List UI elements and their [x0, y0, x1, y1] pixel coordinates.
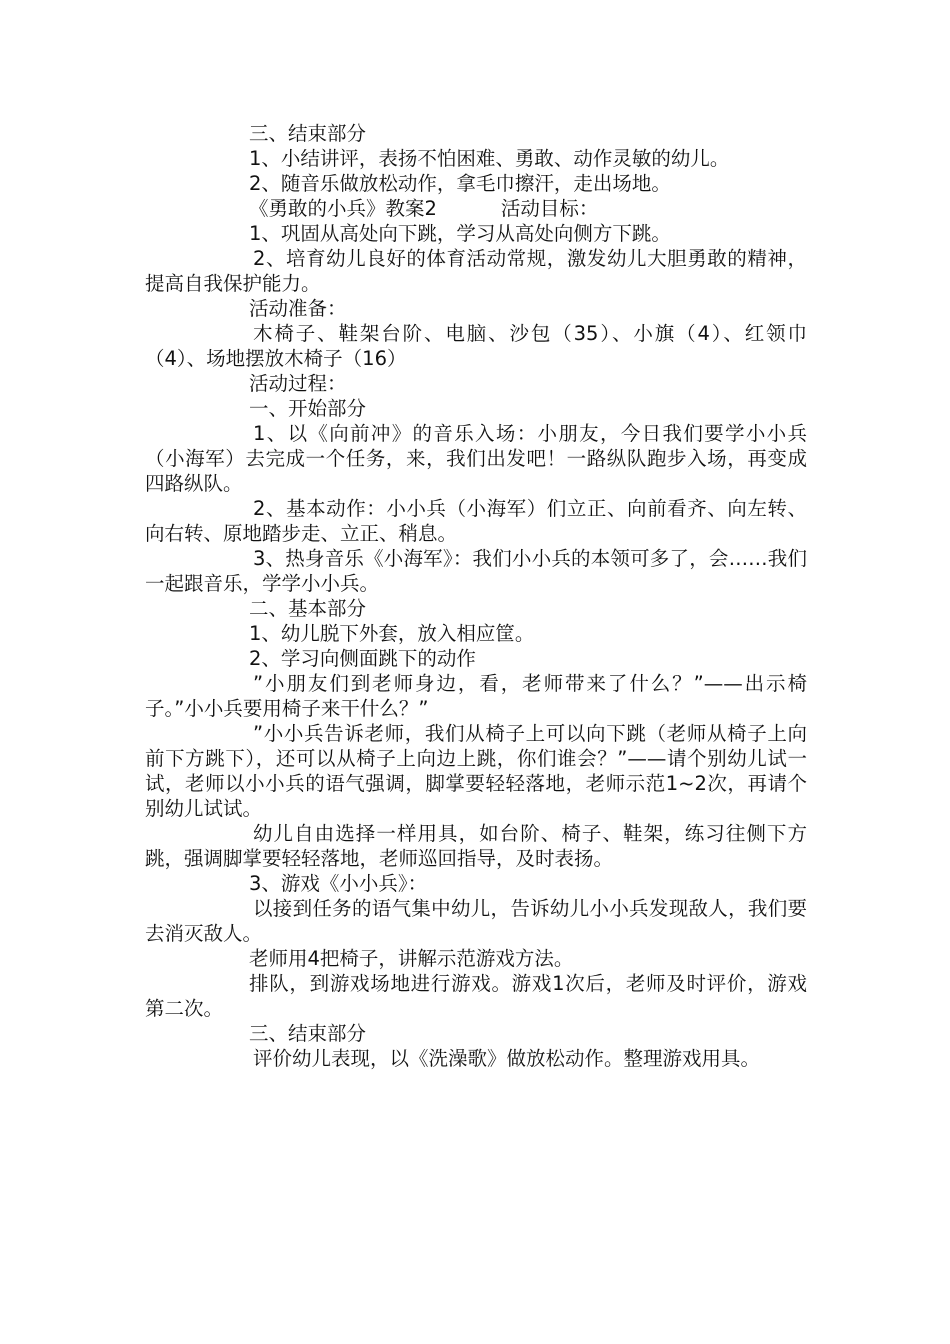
paragraph: 1、以《向前冲》的音乐入场：小朋友，今日我们要学小小兵（小海军）去完成一个任务，来，我们出发吧！一路纵队跑步入场，再变成四路纵队。 [145, 422, 807, 495]
paragraph: ”小小兵告诉老师，我们从椅子上可以向下跳（老师从椅子上向前下方跳下），还可以从椅子上向边上跳，你们谁会？”——请个别幼儿试一试，老师以小小兵的语气强调，脚掌要轻轻落地，老师示范1~2次，再请个别幼儿试试。 [145, 722, 807, 820]
section-heading: 3、游戏《小小兵》： [249, 872, 428, 895]
paragraph: 老师用4把椅子，讲解示范游戏方法。 [249, 947, 574, 970]
section-heading: 一、开始部分 [249, 397, 367, 420]
paragraph: 1、小结讲评，表扬不怕困难、勇敢、动作灵敏的幼儿。 [249, 147, 730, 170]
section-heading: 三、结束部分 [249, 1022, 367, 1045]
paragraph: 幼儿自由选择一样用具，如台阶、椅子、鞋架，练习往侧下方跳，强调脚掌要轻轻落地，老师巡回指导，及时表扬。 [145, 822, 807, 870]
lesson-title-line [145, 196, 807, 221]
paragraph: 以接到任务的语气集中幼儿，告诉幼儿小小兵发现敌人，我们要去消灭敌人。 [145, 897, 807, 945]
paragraph: 2、培育幼儿良好的体育活动常规，激发幼儿大胆勇敢的精神，提高自我保护能力。 [145, 247, 807, 295]
section-heading: 活动过程： [249, 372, 347, 395]
paragraph: 2、随音乐做放松动作，拿毛巾擦汗，走出场地。 [249, 172, 671, 195]
document-body [145, 121, 807, 1071]
paragraph: 评价幼儿表现，以《洗澡歌》做放松动作。整理游戏用具。 [253, 1047, 761, 1070]
paragraph: 2、学习向侧面跳下的动作 [249, 647, 476, 670]
objectives-heading: 活动目标： [500, 197, 599, 220]
section-heading: 二、基本部分 [249, 597, 367, 620]
paragraph: 1、幼儿脱下外套，放入相应筐。 [249, 622, 535, 645]
paragraph: ”小朋友们到老师身边，看，老师带来了什么？”——出示椅子。”小小兵要用椅子来干什么？” [145, 672, 807, 720]
paragraph: 木椅子、鞋架台阶、电脑、沙包（35）、小旗（4）、红领巾（4）、场地摆放木椅子（16） [145, 322, 807, 370]
section-heading: 三、结束部分 [249, 122, 367, 145]
paragraph: 3、热身音乐《小海军》：我们小小兵的本领可多了，会……我们一起跟音乐，学学小小兵。 [145, 547, 807, 595]
paragraph: 1、巩固从高处向下跳，学习从高处向侧方下跳。 [249, 222, 671, 245]
paragraph: 2、基本动作：小小兵（小海军）们立正、向前看齐、向左转、向右转、原地踏步走、立正、稍息。 [145, 497, 807, 545]
lesson-title: 《勇敢的小兵》教案2 [249, 197, 437, 220]
section-heading: 活动准备： [249, 297, 347, 320]
paragraph: 排队，到游戏场地进行游戏。游戏1次后，老师及时评价，游戏第二次。 [145, 972, 807, 1020]
